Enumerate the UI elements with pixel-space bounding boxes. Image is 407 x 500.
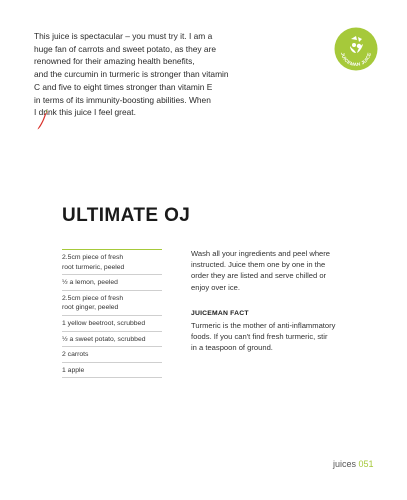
intro-line: huge fan of carrots and sweet potato, as they are [34, 43, 217, 54]
ingredients-list [62, 249, 162, 378]
ingredient-item: 2 carrots [62, 347, 162, 363]
fact-line: Turmeric is the mother of anti-inflammatory [191, 321, 336, 330]
ingredient-item: 2.5cm piece of fresh root turmeric, peeled [62, 250, 162, 275]
badge-label: JUICEMAN JUICE [340, 51, 372, 68]
method-line: Wash all your ingredients and peel where [191, 249, 331, 258]
page-footer [333, 459, 374, 469]
chili-pepper-icon [36, 109, 50, 131]
recipe-title: ULTIMATE OJ [62, 205, 191, 226]
intro-line: renowned for their amazing health benefits, [34, 56, 195, 67]
page-number: 051 [358, 459, 374, 469]
method-line: enjoy over ice. [191, 282, 240, 292]
intro-line: C and five to eight times stronger than vitamin E [34, 81, 213, 92]
ingredient-item: ½ a lemon, peeled [62, 275, 162, 291]
method-line: instructed. Juice them one by one in the [191, 260, 326, 270]
intro-line: This juice is spectacular – you must try it. I am a [34, 31, 213, 41]
fact-line: in a teaspoon of ground. [191, 343, 273, 353]
ingredient-item: ½ a sweet potato, scrubbed [62, 332, 162, 348]
ingredient-item: 1 yellow beetroot, scrubbed [62, 316, 162, 332]
method-line: order they are listed and serve chilled or [191, 271, 327, 281]
intro-paragraph [34, 30, 262, 119]
fact-paragraph [191, 320, 371, 354]
method-paragraph [191, 248, 361, 293]
intro-line: in terms of its immunity-boosting abilities. When [34, 94, 211, 105]
intro-line: I drink this juice I feel great. [34, 107, 136, 118]
fact-heading: JUICEMAN FACT [191, 310, 249, 317]
ingredient-item: 2.5cm piece of fresh root ginger, peeled [62, 291, 162, 316]
juiceman-juice-badge-icon [334, 27, 378, 71]
intro-line: and the curcumin in turmeric is stronger than vitamin [34, 69, 229, 80]
ingredient-item: 1 apple [62, 363, 162, 379]
section-name: juices [333, 459, 357, 469]
fact-line: foods. If you can't find fresh turmeric, stir [191, 332, 328, 342]
